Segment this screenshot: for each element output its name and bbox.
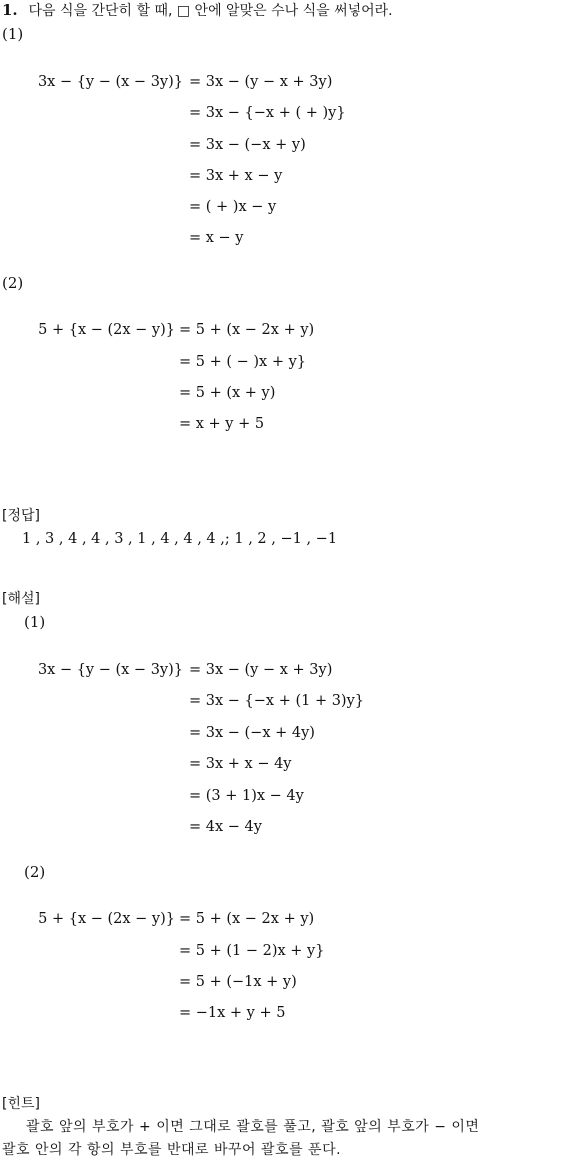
part2-label: (2) (2, 274, 24, 292)
p1-line-2: = 3x − {−x + ( + )y} (189, 105, 346, 121)
p1-line-6: = x − y (189, 230, 244, 246)
solution-heading: [해설] (2, 591, 40, 607)
solution-part2-label: (2) (24, 863, 46, 881)
p2-line-4: = x + y + 5 (179, 416, 265, 432)
s1-line-4: = 3x + x − 4y (189, 756, 292, 772)
s1-line-3: = 3x − (−x + 4y) (189, 725, 315, 741)
s2-line-3: = 5 + (−1x + y) (179, 974, 297, 990)
hint-line-1: 괄호 앞의 부호가 + 이면 그대로 괄호를 풀고, 괄호 앞의 부호가 − 이면 (26, 1119, 480, 1135)
p1-lhs: 3x − {y − (x − 3y)} (37, 74, 183, 90)
s2-line-2: = 5 + (1 − 2)x + y} (179, 943, 325, 959)
answer-heading: [정답] (2, 508, 40, 524)
p1-line-5: = ( + )x − y (189, 199, 277, 215)
p1-line-1: = 3x − (y − x + 3y) (189, 74, 333, 90)
s1-line-5: = (3 + 1)x − 4y (189, 788, 304, 804)
hint-heading: [힌트] (2, 1096, 40, 1112)
s1-line-1: = 3x − (y − x + 3y) (189, 662, 333, 678)
p2-line-2: = 5 + ( − )x + y} (179, 354, 306, 370)
p1-line-3: = 3x − (−x + y) (189, 137, 306, 153)
p2-line-1: = 5 + (x − 2x + y) (179, 322, 315, 338)
part1-label: (1) (2, 25, 24, 43)
problem-number: 1. (2, 1, 18, 19)
p1-line-4: = 3x + x − y (189, 168, 283, 184)
solution-part1-label: (1) (24, 613, 46, 631)
hint-line-2: 괄호 안의 각 항의 부호를 반대로 바꾸어 괄호를 푼다. (2, 1142, 342, 1158)
problem-text: 다음 식을 간단히 할 때, □ 안에 알맞은 수나 식을 써넣어라. (28, 3, 393, 19)
problem-header (2, 0, 393, 21)
answer-text: 1 , 3 , 4 , 4 , 3 , 1 , 4 , 4 , 4 ,; 1 , 2 , −1 , −1 (22, 531, 338, 547)
p2-line-3: = 5 + (x + y) (179, 385, 276, 401)
s1-line-2: = 3x − {−x + (1 + 3)y} (189, 693, 364, 709)
s2-line-1: = 5 + (x − 2x + y) (179, 911, 315, 927)
p2-lhs: 5 + {x − (2x − y)} (38, 322, 175, 338)
s1-lhs: 3x − {y − (x − 3y)} (37, 662, 183, 678)
s1-line-6: = 4x − 4y (189, 819, 262, 835)
s2-line-4: = −1x + y + 5 (179, 1005, 286, 1021)
s2-lhs: 5 + {x − (2x − y)} (38, 911, 175, 927)
